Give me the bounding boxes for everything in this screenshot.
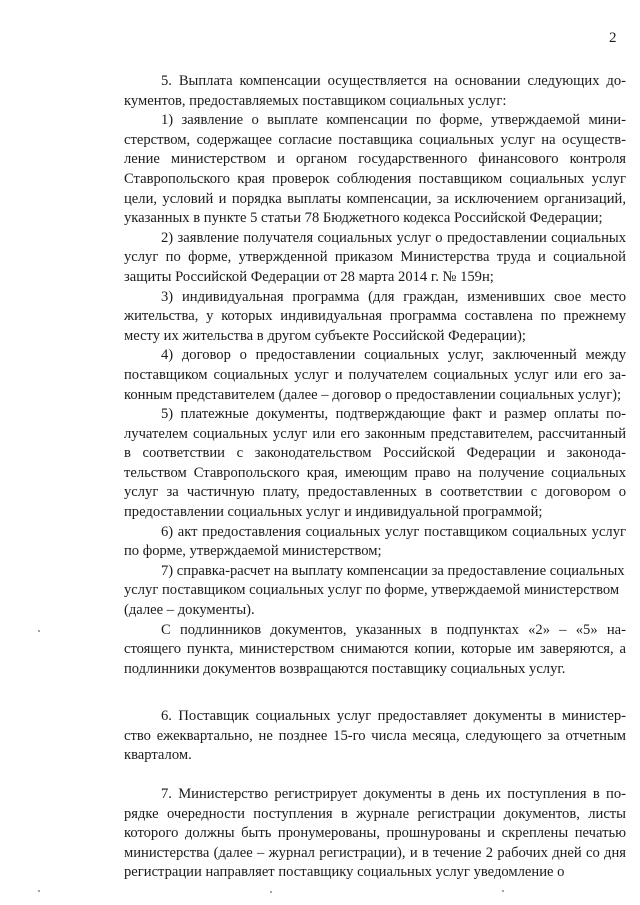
item-7-text: 7. Министерство регистрирует документы в день их поступления в порядке очередности поступления в журнале регистрации документов, листы которого должны быть пронумерованы, прошнурованы и скреплены печатью министерства (далее – журнал регистрации), и в течение 2 рабочих дней со дня регистрации направляет поставщику социальных услуг уведомление о [124, 786, 626, 881]
item-5-subitem-4: 4) договор о предоставлении социальных услуг, заключенный между поставщиком социальных услуг и получателем социальных услуг или его законным представителем (далее – договор о предоставлении социальных услуг); [124, 347, 626, 403]
item-6-text: 6. Поставщик социальных услуг предоставляет документы в министерство ежеквартально, не позднее 15-го числа месяца, следующего за отчетным кварталом. [124, 708, 626, 764]
item-5-subitem-6: 6) акт предоставления социальных услуг поставщиком социальных услуг по форме, утверждаемой министерством; [124, 523, 626, 560]
item-5-list-tail: (далее – документы). [124, 602, 255, 619]
item-7-section [124, 785, 626, 883]
item-5-section [124, 72, 626, 679]
item-5-subitem-1: 1) заявление о выплате компенсации по форме, утверждаемой министерством, содержащее согласие поставщика социальных услуг на осуществление министерством и органом государственного финансового контроля Ставропольского края проверок соблюдения поставщиком социальных услуг цели, условий и порядка выплаты компенсации, за исключением организаций, указанных в пункте 5 статьи 78 Бюджетного кодекса Российской Федерации; [124, 112, 626, 227]
item-5-subitem-5: 5) платежные документы, подтверждающие факт и размер оплаты получателем социальных услуг или его законным представителем, рассчитанный в соответствии с законодательством Российской Федерации и законодательством Ставропольского края, имеющим право на получение социальных услуг за частичную плату, предоставленных в соответствии с договором о предоставлении социальных услуг и индивидуальной программой; [124, 406, 626, 521]
item-5-subitem-3: 3) индивидуальная программа (для граждан, изменивших свое место жительства, у которых индивидуальная программа составлена по прежнему месту их жительства в другом субъекте Российской Федерации); [124, 288, 626, 344]
item-6-section [124, 707, 626, 766]
item-5-subitem-7: 7) справка-расчет на выплату компенсации за предоставление социальных услуг поставщиком социальных услуг по форме, утверждаемой министерством [124, 562, 625, 599]
page-number: 2 [609, 30, 617, 46]
item-5-intro: 5. Выплата компенсации осуществляется на основании следующих документов, предоставляемых поставщиком социальных услуг: [124, 73, 626, 109]
item-5-subitem-2: 2) заявление получателя социальных услуг о предоставлении социальных услуг по форме, утвержденной приказом Министерства труда и социальной защиты Российской Федерации от 28 марта 2014 г. № 159н; [124, 229, 626, 285]
item-5-originals-note: С подлинников документов, указанных в подпунктах «2» – «5» настоящего пункта, министерством снимаются копии, которые им заверяются, а подлинники документов возвращаются поставщику социальных услуг. [124, 621, 626, 677]
